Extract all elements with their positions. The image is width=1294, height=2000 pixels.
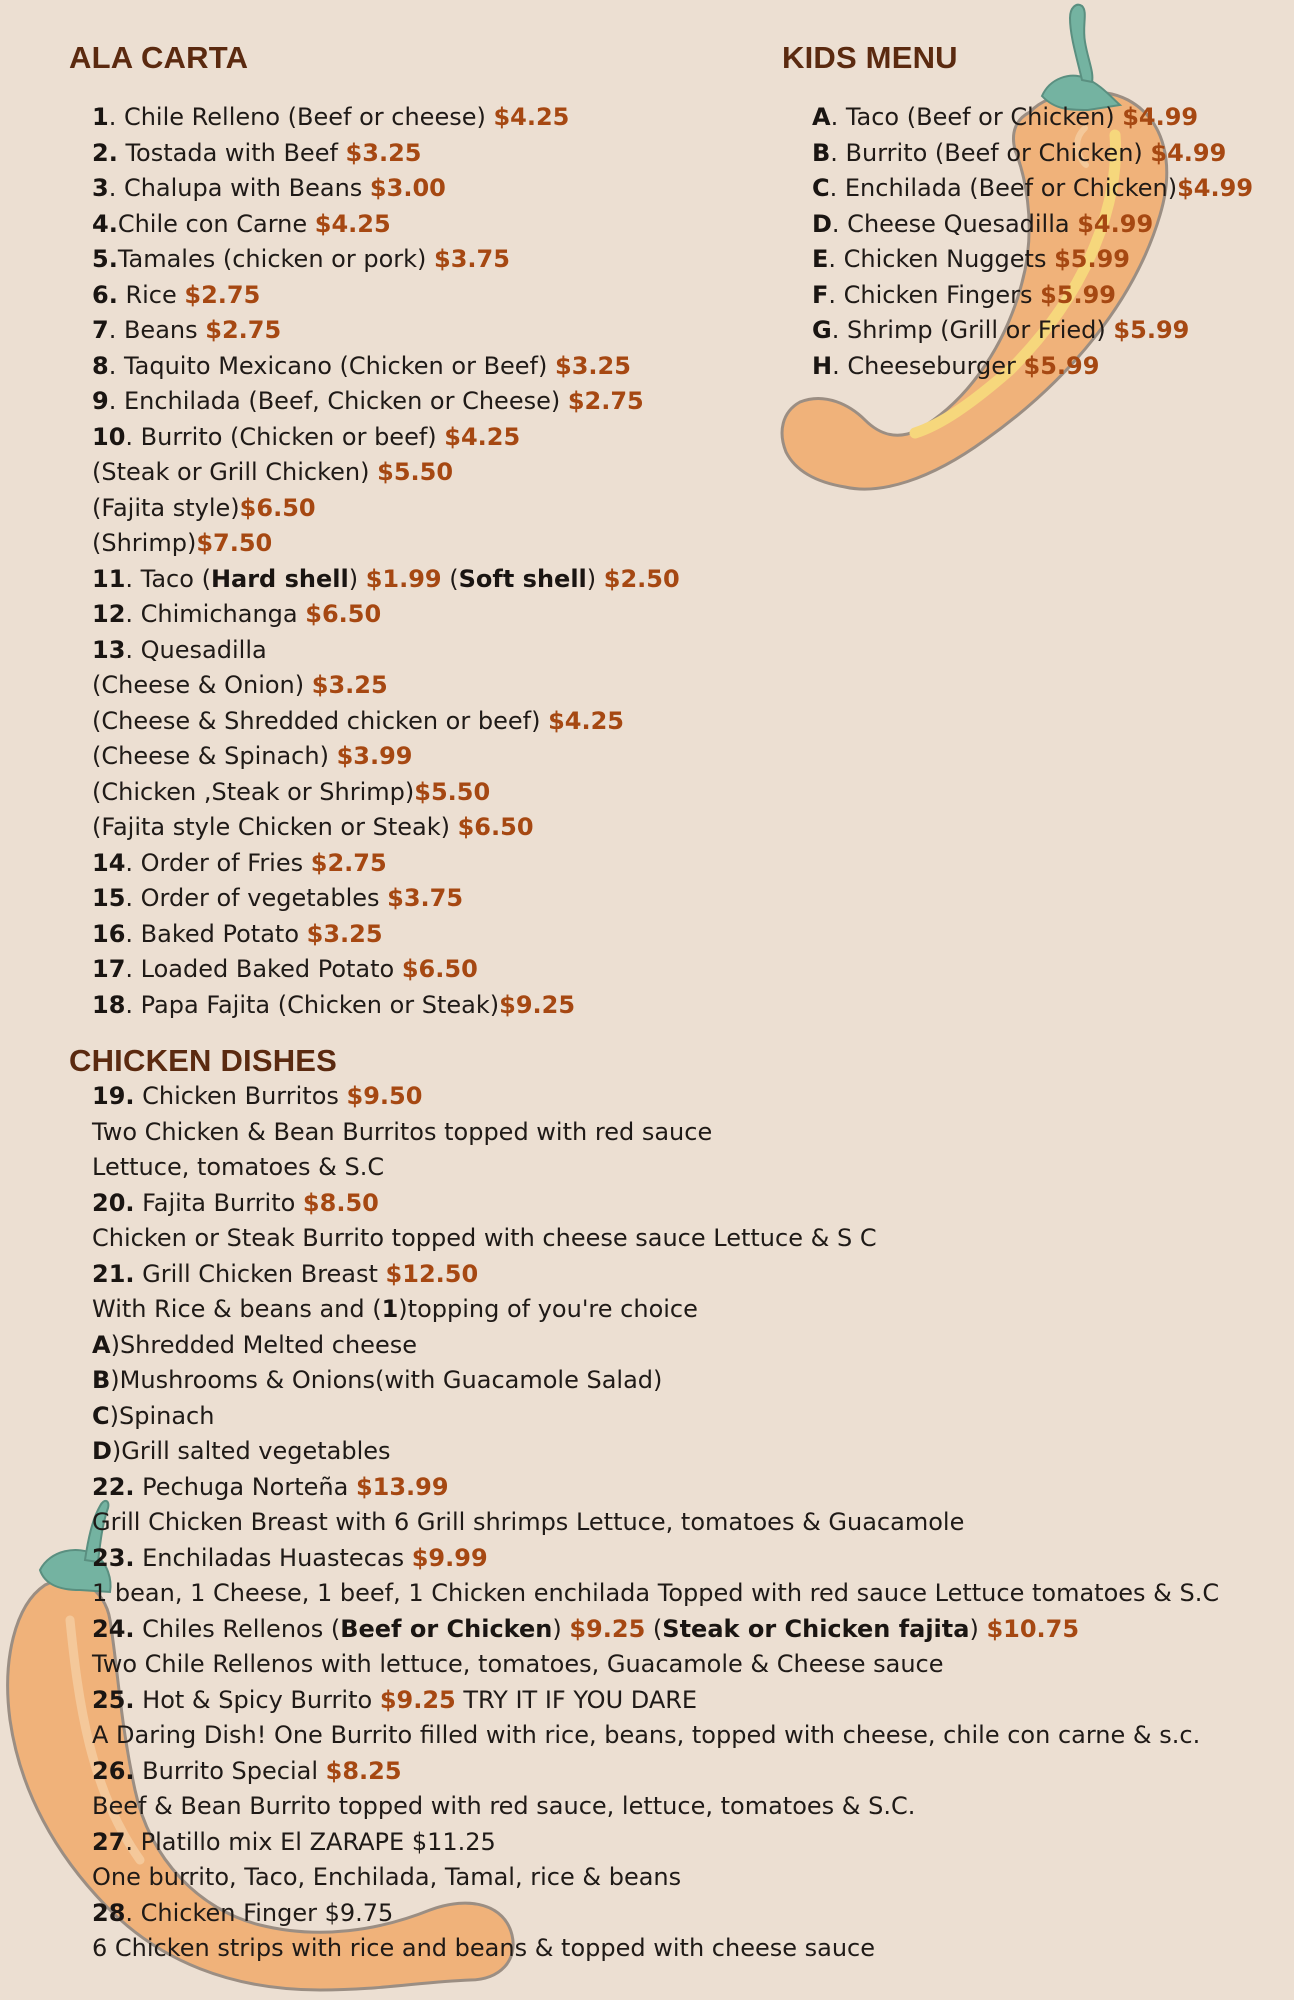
- menu-item-line: [92, 526, 680, 562]
- menu-item-price: $6.50: [305, 600, 382, 628]
- menu-item-price: $2.75: [205, 316, 282, 344]
- menu-item-text: (Shrimp): [92, 529, 197, 557]
- menu-item-line: [92, 1647, 1219, 1683]
- menu-item-price: $5.99: [1113, 316, 1190, 344]
- menu-item-line: [812, 242, 1253, 278]
- menu-item-text: Grill Chicken Breast with 6 Grill shrimps Lettuce, tomatoes & Guacamole: [92, 1508, 965, 1536]
- menu-item-text: Fajita Burrito: [134, 1188, 303, 1217]
- menu-item-text: ): [552, 1614, 570, 1643]
- menu-item-price: $9.25: [569, 1614, 646, 1643]
- menu-item-number: 16: [92, 919, 126, 948]
- menu-item-number: C: [92, 1401, 110, 1430]
- menu-item-number: H: [812, 351, 833, 380]
- menu-item-text: Two Chicken & Bean Burritos topped with red sauce: [92, 1117, 713, 1146]
- menu-item-text: . Chicken Nuggets: [828, 245, 1055, 273]
- menu-item-text: . Chalupa with Beans: [108, 174, 370, 202]
- menu-item-text: Enchiladas Huastecas: [134, 1543, 412, 1572]
- menu-item-text: (Cheese & Spinach): [92, 742, 337, 770]
- menu-item-text: )Spinach: [109, 1401, 215, 1430]
- menu-item-line: [92, 1860, 1219, 1896]
- menu-item-line: [812, 136, 1253, 172]
- menu-item-text: ): [586, 564, 604, 593]
- menu-item-price: $3.25: [306, 919, 383, 948]
- menu-item-text: (Fajita style Chicken or Steak): [92, 813, 458, 841]
- menu-item-line: [92, 952, 680, 988]
- menu-item-line: [92, 420, 680, 456]
- menu-item-line: [92, 136, 680, 172]
- menu-item-line: [92, 1505, 1219, 1541]
- menu-item-text: . Taquito Mexicano (Chicken or Beef): [108, 351, 555, 380]
- menu-item-text: Chicken or Steak Burrito topped with cheese sauce Lettuce & S C: [92, 1224, 877, 1252]
- menu-item-price: $6.50: [401, 955, 478, 983]
- menu-item-number: 25.: [92, 1685, 135, 1714]
- menu-item-line: [92, 313, 680, 349]
- menu-item-text: . Papa Fajita (Chicken or Steak): [125, 990, 500, 1019]
- menu-item-text: )Mushrooms & Onions(with Guacamole Salad): [110, 1366, 663, 1394]
- menu-item-line: [92, 739, 680, 775]
- menu-item-line: [92, 1683, 1219, 1719]
- menu-item-text: Hot & Spicy Burrito: [134, 1685, 380, 1714]
- menu-item-line: [92, 1754, 1219, 1790]
- menu-item-text: (Chicken ,Steak or Shrimp): [92, 777, 415, 806]
- menu-item-price: $12.50: [385, 1259, 479, 1288]
- menu-item-price: $1.99: [365, 564, 442, 593]
- menu-item-price: $13.99: [355, 1472, 449, 1501]
- menu-item-number: 24.: [92, 1614, 135, 1643]
- menu-item-line: [92, 1363, 1219, 1399]
- menu-item-line: [92, 1576, 1219, 1612]
- menu-item-number: D: [92, 1437, 112, 1465]
- chicken-dishes-heading: CHICKEN DISHES: [69, 1043, 338, 1078]
- menu-item-text: One burrito, Taco, Enchilada, Tamal, rice & beans: [92, 1863, 682, 1891]
- menu-item-price: $7.50: [196, 529, 273, 557]
- menu-item-number: D: [812, 209, 832, 238]
- menu-item-price: $5.50: [377, 458, 454, 486]
- menu-item-text: . Beans: [108, 316, 206, 344]
- menu-item-line: [92, 1292, 1219, 1328]
- menu-item-text: TRY IT IF YOU DARE: [455, 1685, 698, 1714]
- menu-item-price: $3.25: [311, 671, 388, 699]
- menu-item-number: 20.: [92, 1188, 135, 1217]
- menu-item-text: (Fajita style): [92, 493, 240, 522]
- menu-item-price: $5.99: [1023, 351, 1100, 380]
- menu-item-line: [92, 1789, 1219, 1825]
- menu-item-text: With Rice & beans and (: [92, 1295, 382, 1323]
- menu-item-text: . Burrito (Beef or Chicken): [830, 138, 1151, 167]
- menu-item-line: [92, 988, 680, 1024]
- kids-menu-list: [812, 100, 1253, 384]
- menu-item-text: . Burrito (Chicken or beef): [125, 422, 445, 451]
- menu-item-number: 19.: [92, 1082, 135, 1110]
- menu-item-line: [92, 384, 680, 420]
- menu-item-text: ): [969, 1614, 987, 1643]
- menu-item-line: [92, 810, 680, 846]
- menu-item-text: (Cheese & Onion): [92, 671, 312, 699]
- menu-item-text: . Order of Fries: [125, 848, 311, 877]
- menu-item-line: [812, 278, 1253, 314]
- menu-item-price: $2.75: [567, 387, 644, 415]
- menu-item-price: $5.50: [414, 777, 491, 806]
- menu-item-number: 17: [92, 955, 126, 983]
- menu-item-line: [92, 704, 680, 740]
- menu-item-text: . Baked Potato: [125, 919, 307, 948]
- chicken-dishes-list: [92, 1079, 1219, 1967]
- menu-item-text: . Enchilada (Beef, Chicken or Cheese): [108, 387, 568, 415]
- menu-item-line: [92, 171, 680, 207]
- menu-item-number: 22.: [92, 1472, 135, 1501]
- menu-item-price: $4.25: [548, 706, 624, 735]
- menu-item-line: [92, 1115, 1219, 1151]
- menu-item-text: Chile con Carne: [117, 209, 315, 238]
- menu-item-price: $2.75: [184, 280, 261, 309]
- menu-item-number: 7: [92, 316, 109, 344]
- menu-item-number: B: [92, 1366, 111, 1394]
- menu-item-number: 8: [92, 351, 109, 380]
- menu-item-line: [812, 313, 1253, 349]
- menu-item-price: $9.25: [499, 990, 576, 1019]
- menu-item-text: (: [645, 1614, 663, 1643]
- menu-item-number: 1: [381, 1295, 399, 1323]
- menu-item-price: $4.25: [444, 422, 521, 451]
- menu-item-line: [92, 668, 680, 704]
- menu-item-number: 9: [92, 387, 109, 415]
- menu-item-price: $3.99: [336, 742, 413, 770]
- menu-item-text: A Daring Dish! One Burrito filled with rice, beans, topped with cheese, chile con carne & s.c.: [92, 1721, 1201, 1749]
- menu-item-text: (Steak or Grill Chicken): [92, 458, 378, 486]
- menu-item-number: 26.: [92, 1756, 135, 1785]
- menu-item-number: 12: [92, 600, 126, 628]
- menu-item-line: [92, 846, 680, 882]
- menu-item-line: [92, 1541, 1219, 1577]
- menu-item-number: 14: [92, 848, 126, 877]
- menu-item-line: [92, 597, 680, 633]
- menu-item-price: $3.00: [369, 174, 446, 202]
- menu-item-number: 27: [92, 1827, 126, 1856]
- menu-item-price: $3.25: [345, 138, 422, 167]
- menu-item-text: Beef & Bean Burrito topped with red sauce, lettuce, tomatoes & S.C.: [92, 1792, 916, 1820]
- menu-item-text: . Shrimp (Grill or Fried): [831, 316, 1114, 344]
- menu-item-price: $6.50: [457, 813, 534, 841]
- menu-item-text: . Chimichanga: [125, 600, 306, 628]
- menu-item-line: [92, 1257, 1219, 1293]
- menu-item-text: )topping of you're choice: [398, 1295, 698, 1323]
- menu-item-number: 18: [92, 990, 126, 1019]
- menu-item-number: C: [812, 174, 830, 202]
- menu-item-price: $5.99: [1054, 245, 1131, 273]
- ala-carta-list: [92, 100, 680, 1023]
- menu-item-number: A: [812, 103, 831, 131]
- menu-item-price: $4.99: [1177, 174, 1254, 202]
- menu-item-number: Soft shell: [458, 564, 587, 593]
- menu-item-text: Pechuga Norteña: [134, 1472, 356, 1501]
- menu-item-text: 6 Chicken strips with rice and beans & topped with cheese sauce: [92, 1934, 875, 1962]
- menu-item-text: Burrito Special: [134, 1756, 326, 1785]
- menu-item-price: $10.75: [986, 1614, 1080, 1643]
- menu-item-price: $4.25: [314, 209, 391, 238]
- menu-item-number: 28: [92, 1898, 126, 1927]
- menu-item-line: [812, 100, 1253, 136]
- menu-item-text: . Platillo mix El ZARAPE $11.25: [125, 1827, 496, 1856]
- menu-item-line: [812, 207, 1253, 243]
- menu-item-line: [92, 1612, 1219, 1648]
- menu-item-price: $3.75: [434, 245, 510, 273]
- menu-item-text: . Order of vegetables: [125, 884, 388, 912]
- menu-item-text: Lettuce, tomatoes & S.C: [92, 1153, 385, 1181]
- menu-item-line: [92, 917, 680, 953]
- menu-item-text: Two Chile Rellenos with lettuce, tomatoes, Guacamole & Cheese sauce: [92, 1650, 944, 1678]
- menu-item-price: $3.75: [387, 884, 464, 912]
- menu-item-number: 15: [92, 884, 126, 912]
- menu-item-line: [92, 1186, 1219, 1222]
- menu-item-line: [92, 562, 680, 598]
- menu-item-number: 21.: [92, 1259, 135, 1288]
- menu-item-number: Steak or Chicken fajita: [662, 1614, 970, 1643]
- menu-item-price: $4.99: [1150, 138, 1227, 167]
- menu-item-line: [92, 1150, 1219, 1186]
- menu-item-text: . Loaded Baked Potato: [125, 955, 402, 983]
- kids-menu-heading: KIDS MENU: [782, 40, 958, 75]
- menu-item-text: . Quesadilla: [125, 635, 267, 664]
- menu-item-number: 2.: [92, 138, 118, 167]
- menu-item-price: $4.99: [1077, 209, 1154, 238]
- menu-item-text: (: [441, 564, 459, 593]
- menu-item-line: [92, 455, 680, 491]
- menu-item-number: 23.: [92, 1543, 135, 1572]
- menu-item-line: [92, 775, 680, 811]
- menu-item-line: [92, 1896, 1219, 1932]
- menu-item-number: 10: [92, 422, 126, 451]
- menu-item-text: 1 bean, 1 Cheese, 1 beef, 1 Chicken enchilada Topped with red sauce Lettuce tomatoes & S.C: [92, 1579, 1220, 1607]
- menu-item-line: [92, 278, 680, 314]
- ala-carta-heading: ALA CARTA: [69, 40, 249, 75]
- menu-item-line: [92, 1434, 1219, 1470]
- menu-item-number: 11: [92, 564, 126, 593]
- menu-item-line: [92, 1221, 1219, 1257]
- menu-item-number: 13: [92, 635, 126, 664]
- menu-item-line: [92, 491, 680, 527]
- menu-item-line: [92, 1470, 1219, 1506]
- menu-item-number: 4.: [92, 209, 118, 238]
- menu-item-number: 3: [92, 174, 109, 202]
- menu-item-text: (Cheese & Shredded chicken or beef): [92, 706, 549, 735]
- menu-item-price: $5.99: [1040, 280, 1117, 309]
- menu-item-price: $8.25: [325, 1756, 402, 1785]
- menu-item-price: $3.25: [555, 351, 631, 380]
- menu-item-line: [812, 349, 1253, 385]
- menu-item-text: Tostada with Beef: [117, 138, 346, 167]
- menu-item-number: 1: [92, 103, 109, 131]
- menu-item-text: Chiles Rellenos (: [134, 1614, 341, 1643]
- menu-item-price: $4.99: [1122, 103, 1199, 131]
- menu-item-line: [92, 1931, 1219, 1967]
- menu-item-text: )Shredded Melted cheese: [110, 1330, 417, 1359]
- menu-item-text: . Taco (Beef or Chicken): [830, 103, 1123, 131]
- menu-item-line: [92, 633, 680, 669]
- menu-item-price: $9.50: [346, 1082, 423, 1110]
- menu-item-text: . Chicken Fingers: [828, 280, 1041, 309]
- menu-item-line: [812, 171, 1253, 207]
- menu-item-price: $9.25: [379, 1685, 456, 1714]
- menu-item-line: [92, 242, 680, 278]
- menu-item-number: 5.: [92, 245, 118, 273]
- menu-item-text: Tamales (chicken or pork): [117, 245, 435, 273]
- menu-item-price: $9.99: [411, 1543, 488, 1572]
- menu-item-line: [92, 100, 680, 136]
- menu-item-number: A: [92, 1330, 111, 1359]
- menu-item-price: $8.50: [302, 1188, 379, 1217]
- menu-item-line: [92, 1328, 1219, 1364]
- menu-item-price: $4.25: [493, 103, 570, 131]
- menu-item-text: Rice: [117, 280, 185, 309]
- menu-item-text: )Grill salted vegetables: [111, 1437, 391, 1465]
- menu-item-number: F: [812, 280, 829, 309]
- menu-item-line: [92, 1399, 1219, 1435]
- menu-item-price: $2.50: [603, 564, 680, 593]
- menu-item-price: $2.75: [310, 848, 387, 877]
- menu-item-text: . Chicken Finger $9.75: [125, 1898, 394, 1927]
- menu-item-line: [92, 207, 680, 243]
- menu-item-number: G: [812, 316, 832, 344]
- menu-item-line: [92, 1079, 1219, 1115]
- menu-item-line: [92, 349, 680, 385]
- menu-item-text: ): [348, 564, 366, 593]
- menu-item-number: E: [812, 245, 829, 273]
- menu-item-text: . Enchilada (Beef or Chicken): [829, 174, 1178, 202]
- menu-item-line: [92, 881, 680, 917]
- menu-item-number: 6.: [92, 280, 118, 309]
- menu-item-text: Chicken Burritos: [134, 1082, 347, 1110]
- menu-item-number: Hard shell: [210, 564, 349, 593]
- menu-item-line: [92, 1825, 1219, 1861]
- menu-item-line: [92, 1718, 1219, 1754]
- menu-item-number: Beef or Chicken: [340, 1614, 553, 1643]
- menu-item-text: . Cheeseburger: [832, 351, 1024, 380]
- menu-item-text: . Cheese Quesadilla: [831, 209, 1078, 238]
- menu-item-text: . Chile Relleno (Beef or cheese): [108, 103, 494, 131]
- menu-item-price: $6.50: [239, 493, 316, 522]
- menu-item-text: Grill Chicken Breast: [134, 1259, 386, 1288]
- menu-item-number: B: [812, 138, 831, 167]
- menu-item-text: . Taco (: [125, 564, 211, 593]
